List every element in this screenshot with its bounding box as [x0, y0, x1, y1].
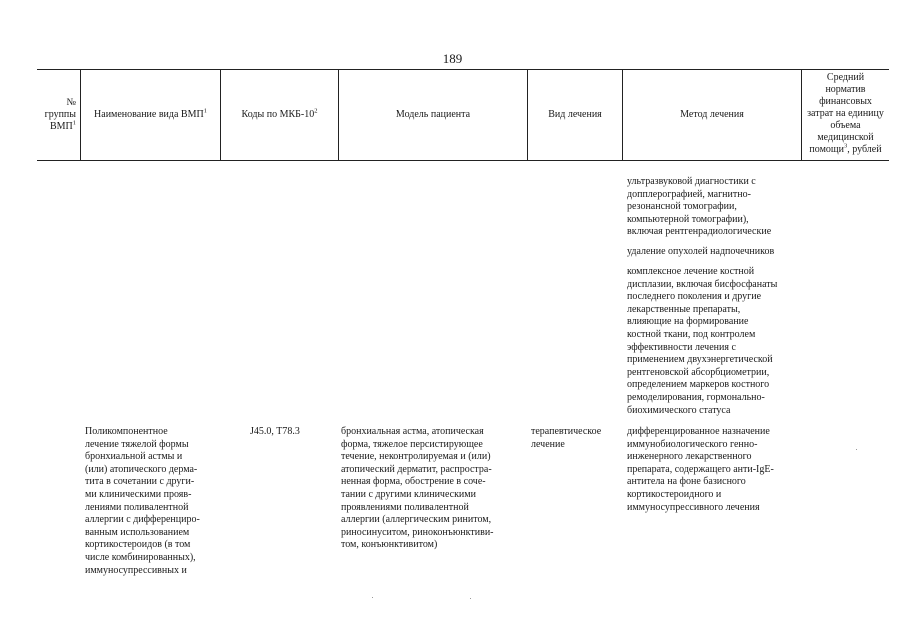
method-continuation-3: комплексное лечение костной дисплазии, включая бисфосфанаты последнего поколения и другие лекарственные препараты, влияющие на формирование костной ткани, под контролем эффективности лечения с применением двухэнергетической рентгеновской абсорбциометрии, определением маркеров костного ремоделирования, гормонально- биохимического статуса [627, 266, 778, 416]
header-patient-model-text: Модель пациента [395, 109, 471, 120]
row-patient-model: бронхиальная астма, атопическая форма, тяжелое персистирующее течение, неконтролируемая и (или) атопический дерматит, распростра- ненная форма, обострение в соче- тании с другими клиническими проявлениями поливалентной аллергии (аллергическим ринитом, риносинуситом, риноконъюнктиви- том, конъюнктивитом) [341, 426, 494, 551]
row-icd-codes: J45.0, T78.3 [250, 426, 300, 437]
header-vmp-name-text: Наименование вида ВМП [94, 109, 204, 120]
header-icd-codes-footnote: 2 [314, 107, 318, 115]
header-group-number-footnote: 1 [72, 119, 76, 127]
header-vmp-name-footnote: 1 [203, 107, 207, 115]
scan-speck [470, 598, 471, 599]
header-group-number [37, 70, 80, 160]
row-treatment-type: терапевтическое лечение [531, 426, 602, 450]
page-number: 189 [442, 51, 463, 66]
row-treatment-method: дифференцированное назначение иммунобиологического генно- инженерного лекарственного препарата, содержащего анти-IgE- антитела на фоне базисного кортикостероидного и иммуносупрессивного лечения [627, 426, 774, 513]
header-vmp-name [81, 70, 220, 160]
header-treatment-method [623, 70, 801, 160]
header-treatment-type [528, 70, 622, 160]
method-continuation-2: удаление опухолей надпочечников [627, 246, 775, 257]
header-avg-cost-text: Средний норматив финансовых затрат на единицу объема медицинской помощи [807, 72, 884, 155]
header-icd-codes-text: Коды по МКБ-10 [241, 109, 315, 120]
header-avg-cost-footnote: 3 [843, 142, 848, 150]
header-bottom-rule [37, 160, 889, 161]
header-icd-codes [221, 70, 338, 160]
scan-speck [856, 449, 857, 450]
header-avg-cost [802, 70, 889, 160]
method-continuation-1: ультразвуковой диагностики с допплерографией, магнитно- резонансной томографии, компьютерной томографии), включая рентгенрадиологические [627, 176, 772, 238]
header-treatment-method-text: Метод лечения [680, 109, 744, 120]
header-avg-cost-tail: , рублей [847, 144, 882, 155]
scan-speck [372, 597, 373, 598]
header-group-number-text: № группы ВМП [44, 97, 76, 132]
row-vmp-name: Поликомпонентное лечение тяжелой формы бронхиальной астмы и (или) атопического дерма- тита в сочетании с други- ми клиническими прояв- лениями поливалентной аллергии с дифференциро- ванным использованием кортикостероидов (в том числе комбинированных), иммуносупрессивных и [85, 426, 200, 576]
header-treatment-type-text: Вид лечения [548, 109, 602, 120]
header-patient-model [339, 70, 527, 160]
